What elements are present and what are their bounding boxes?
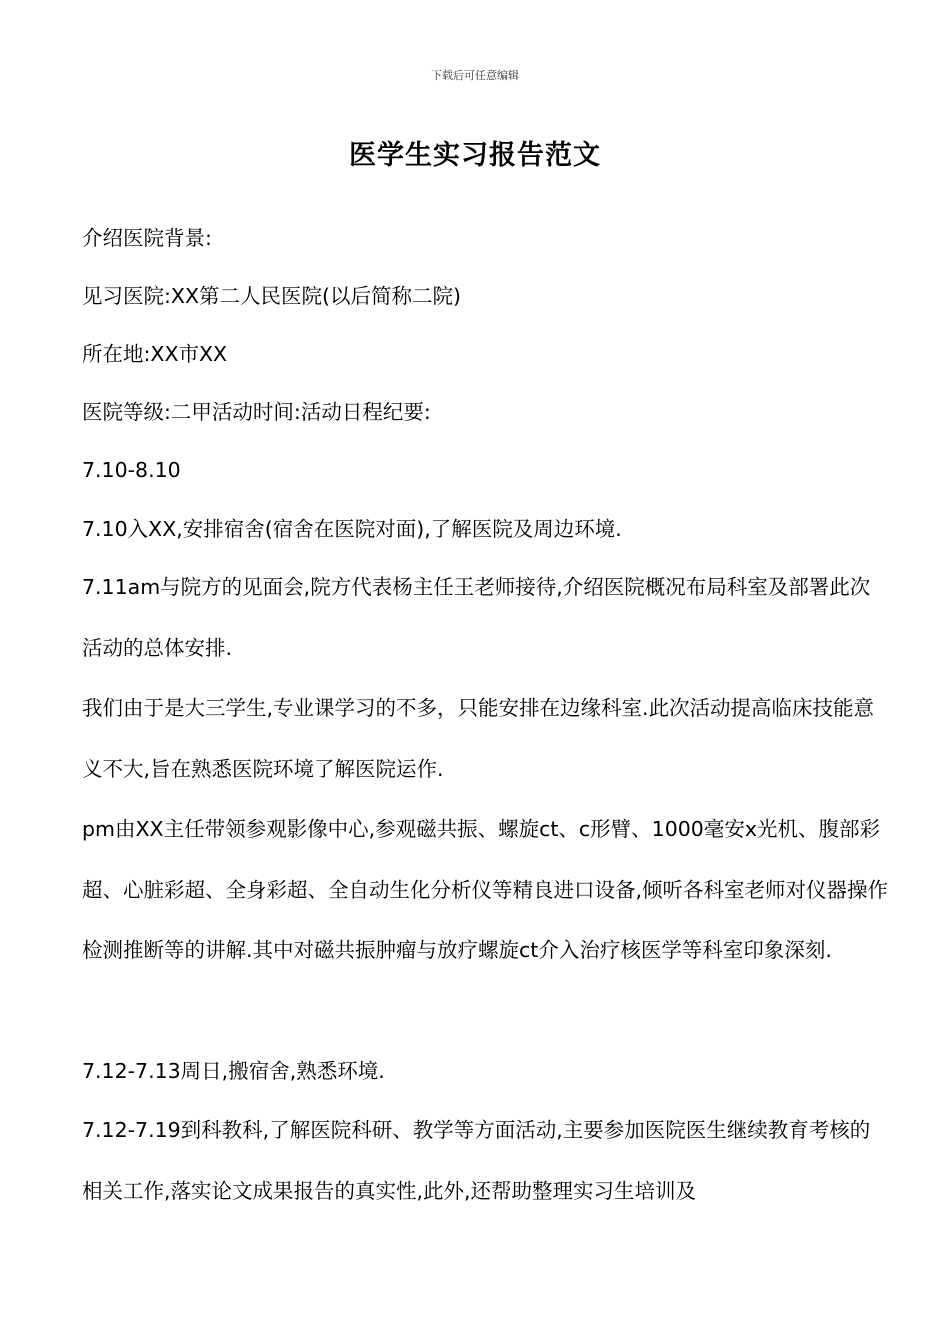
- paragraph: 7.12-7.19到科教科,了解医院科研、教学等方面活动,主要参加医院医生继续教育考核的相关工作,落实论文成果报告的真实性,此外,还帮助整理实习生培训及: [82, 1118, 871, 1203]
- paragraph: 医院等级:二甲活动时间:活动日程纪要:: [82, 400, 431, 424]
- paragraph: 见习医院:XX第二人民医院(以后简称二院): [82, 284, 461, 308]
- paragraph: 我们由于是大三学生,专业课学习的不多，只能安排在边缘科室.此次活动提高临床技能意义不大,旨在熟悉医院环境了解医院运作.: [82, 696, 875, 781]
- paragraph: 7.12-7.13周日,搬宿舍,熟悉环境.: [82, 1059, 385, 1083]
- paragraph: 介绍医院背景:: [82, 226, 212, 250]
- paragraph: 7.11am与院方的见面会,院方代表杨主任王老师接待,介绍医院概况布局科室及部署此次活动的总体安排.: [82, 575, 871, 660]
- paragraph: 7.10-8.10: [82, 458, 181, 482]
- header-note: 下载后可任意编辑: [431, 69, 519, 82]
- paragraph: 7.10入XX,安排宿舍(宿舍在医院对面),了解医院及周边环境.: [82, 517, 622, 541]
- paragraph: 所在地:XX市XX: [82, 342, 228, 366]
- paragraph: pm由XX主任带领参观影像中心,参观磁共振、螺旋ct、c形臂、1000毫安x光机、腹部彩超、心脏彩超、全身彩超、全自动生化分析仪等精良进口设备,倾听各科室老师对仪器操作检测推断等的讲解.其中对磁共振肿瘤与放疗螺旋ct介入治疗核医学等科室印象深刻.: [82, 817, 889, 962]
- document-title: 医学生实习报告范文: [349, 140, 601, 171]
